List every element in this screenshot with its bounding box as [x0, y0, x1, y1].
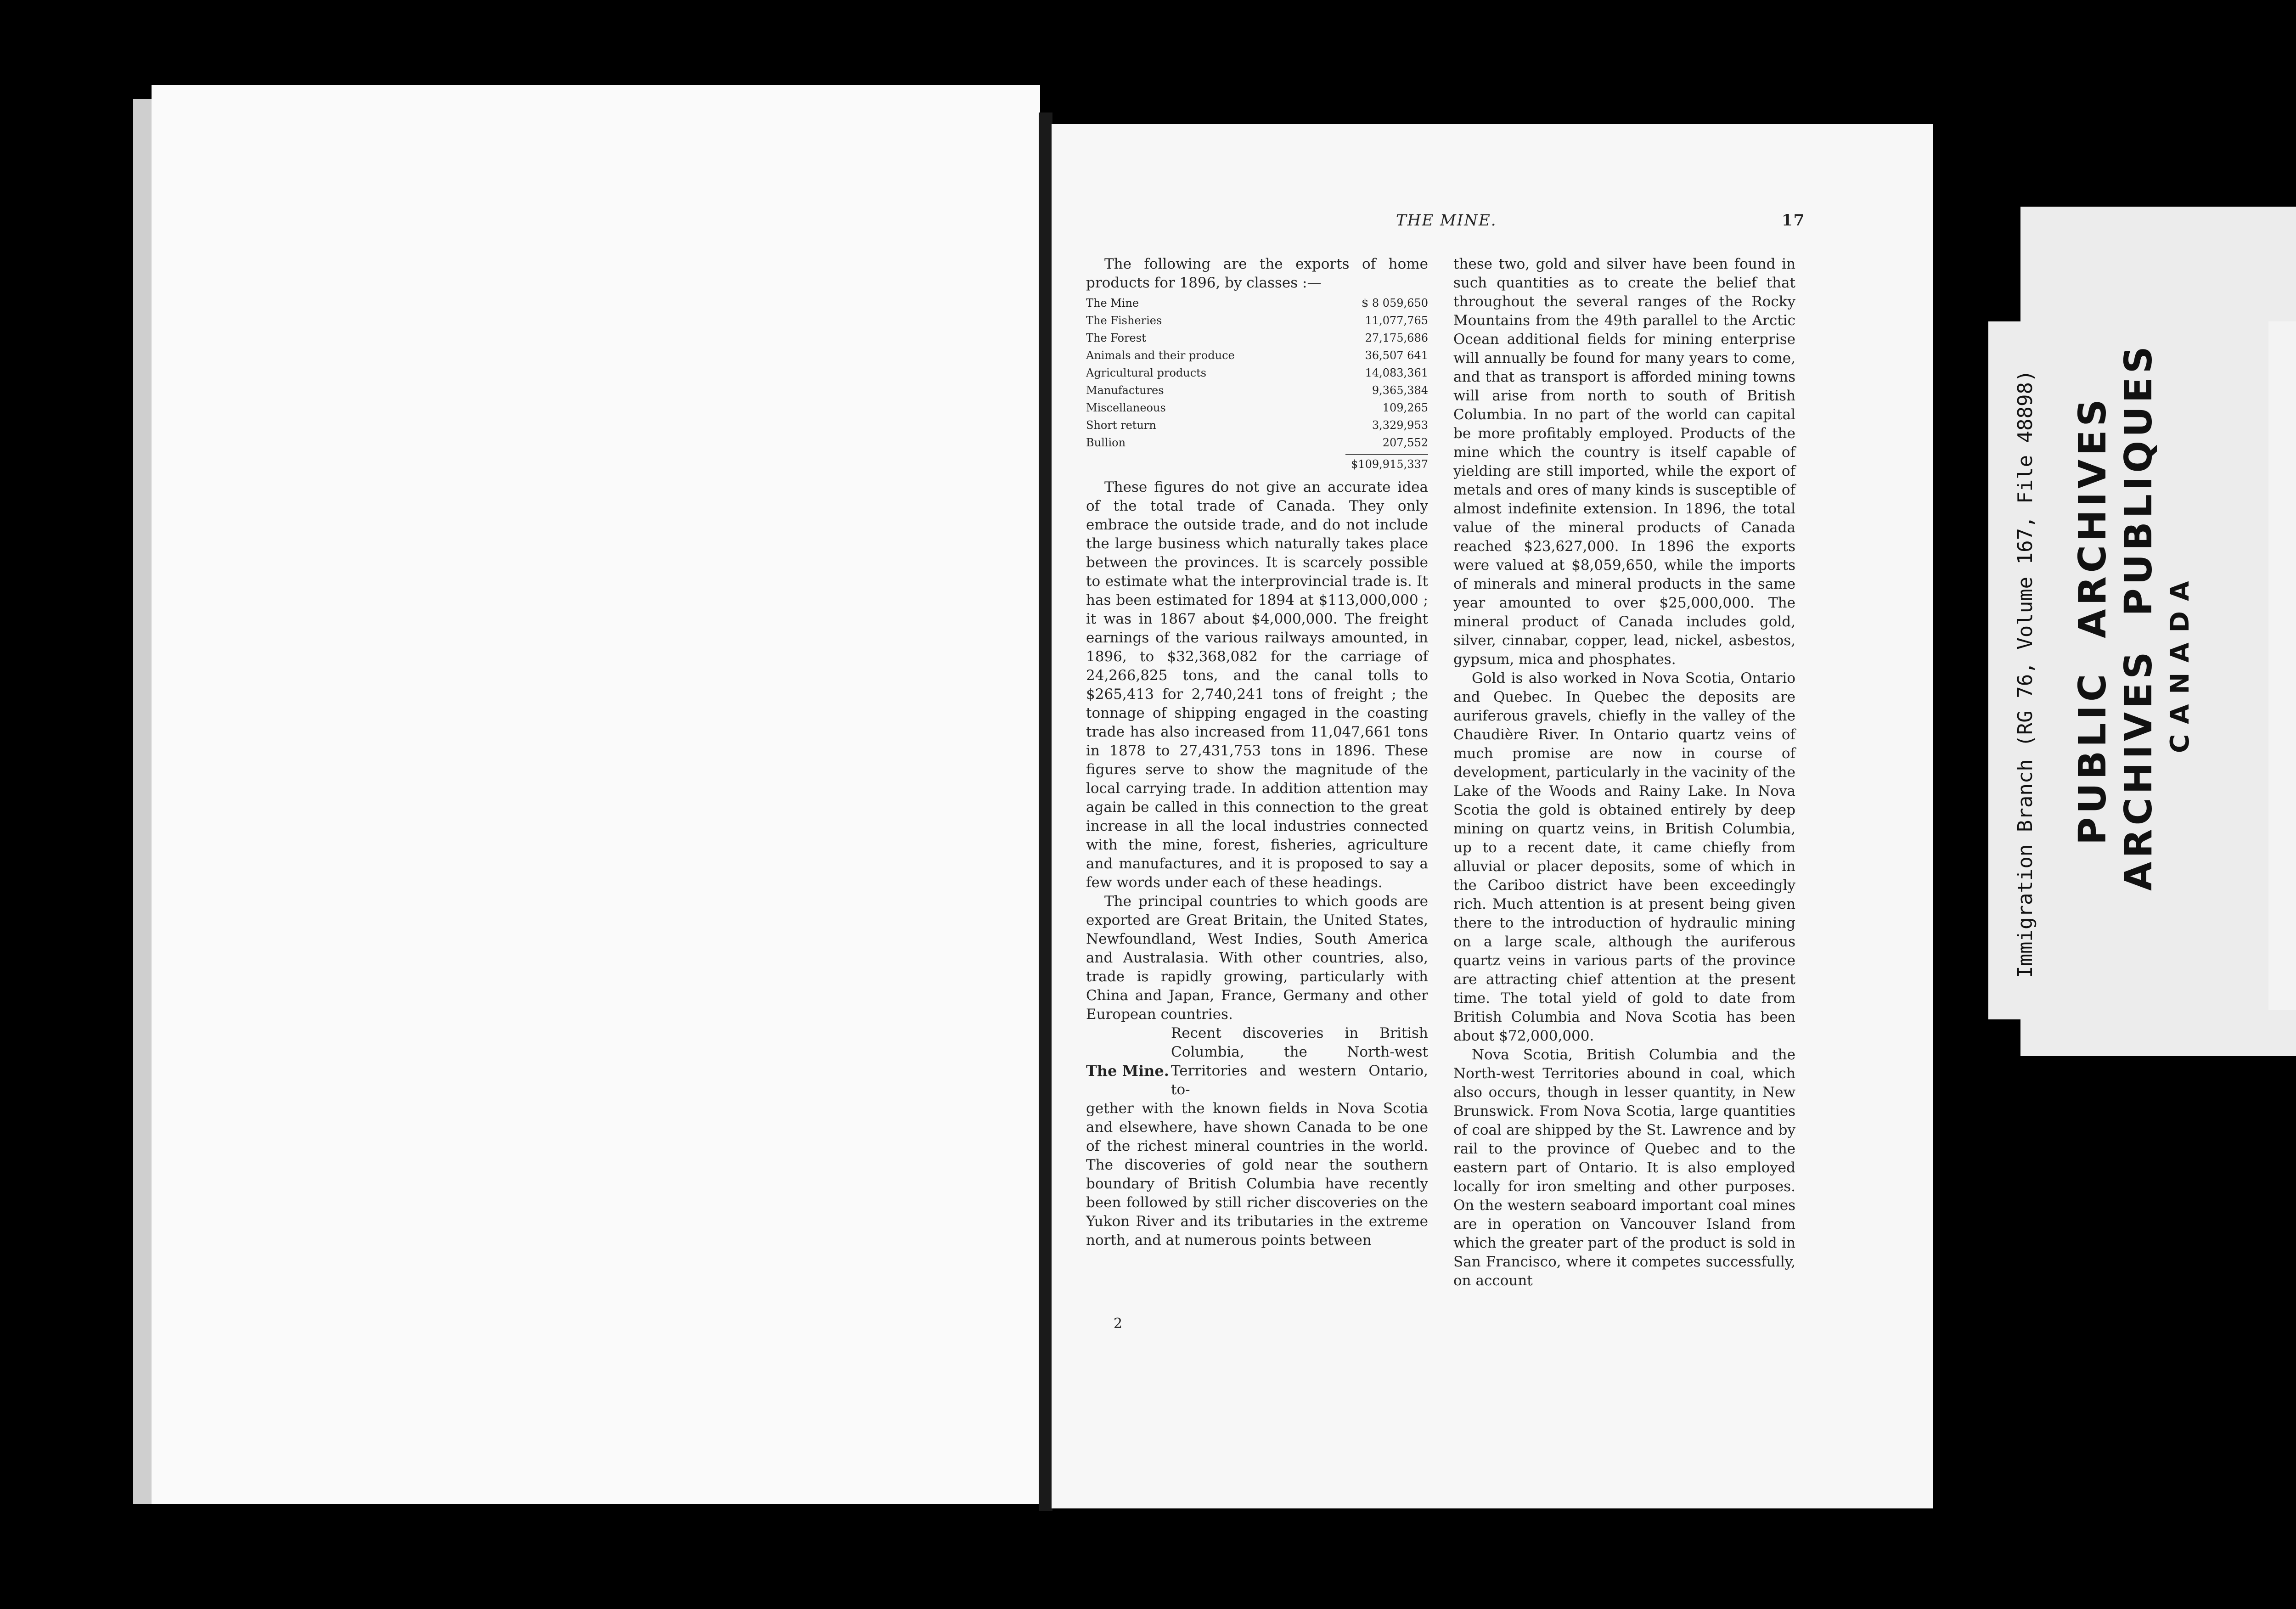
folio-mark: 2 [1114, 1316, 1123, 1332]
paragraph: these two, gold and silver have been found in such quantities as to create the belief that throughout the several ranges of the Rocky Mountains from the 49th parallel to the Arctic Ocean additional fields for mining enterprise will annually be found for many years to come, and that as transport is afforded mining towns will arise from north to south of British Columbia. In no part of the world can capital be more profitably employed. Products of the mine which the country is itself capable of yielding are still imported, while the export of metals and ores of many kinds is susceptible of almost indefinite extension. In 1896, the total value of the mineral products of Canada reached $23,627,000. In 1896 the exports were valued at $8,059,650, while the imports of minerals and mineral products in the same year amounted to over $25,000,000. The mineral product of Canada includes gold, silver, cinnabar, copper, lead, nickel, asbestos, gypsum, mica and phosphates. [1453, 256, 1795, 668]
blank-left-page [152, 85, 1040, 1504]
paragraph: Nova Scotia, British Columbia and the North-west Territories abound in coal, which also occurs, though in lesser quantity, in New Brunswick. From Nova Scotia, large quantities of coal are shipped by the St. Lawrence and by rail to the province of Quebec and to the eastern part of Ontario. It is also employed locally for iron smelting and other purposes. On the western seaboard important coal mines are in operation on Vancouver Island from which the greater part of the product is sold in San Francisco, where it competes successfully, on account [1453, 1046, 1795, 1289]
table-row: Short return 3,329,953 [1086, 419, 1428, 432]
left-text-column [1086, 255, 1428, 1250]
archive-tag-edge [2268, 321, 2296, 1010]
archive-stamp-line2: ARCHIVESPUBLIQUES [2117, 343, 2161, 891]
archive-stamp-line3: CANADA [2165, 571, 2195, 753]
side-heading: The Mine. [1086, 1062, 1169, 1080]
exports-intro: The following are the exports of home products for 1896, by classes :— [1086, 256, 1428, 291]
table-row: Manufactures 9,365,384 [1086, 384, 1428, 397]
running-head-title: THE MINE. [1396, 211, 1497, 230]
archive-stamp-line1: PUBLICARCHIVES [2071, 395, 2115, 845]
table-row: Miscellaneous 109,265 [1086, 401, 1428, 414]
the-mine-section [1086, 1024, 1428, 1250]
paragraph: The principal countries to which goods are exported are Great Britain, the United States, Newfoundland, West Indies, South America and Australasia. With other countries, also, trade is rapidly growing, particularly with China and Japan, France, Germany and other European countries. [1086, 893, 1428, 1023]
book-gutter [1039, 113, 1052, 1511]
exports-total: $109,915,337 [1345, 454, 1428, 473]
table-row: Agricultural products 14,083,361 [1086, 366, 1428, 379]
table-row: Animals and their produce 36,507 641 [1086, 349, 1428, 362]
paragraph-indented: Recent discoveries in British Columbia, the North-west Territories and western Ontario, to- [1171, 1025, 1428, 1098]
table-row: The Forest 27,175,686 [1086, 332, 1428, 344]
table-row: The Mine $ 8 059,650 [1086, 297, 1428, 309]
right-text-column [1453, 255, 1795, 1290]
file-reference: Immigration Branch (RG 76, Volume 167, File 48898) [2014, 370, 2037, 978]
paragraph: These figures do not give an accurate idea of the total trade of Canada. They only embrace the outside trade, and do not include the large business which naturally takes place between the provinces. It is scarcely possible to estimate what the interprovincial trade is. It has been estimated for 1894 at $113,000,000 ; it was in 1867 about $4,000,000. The freight earnings of the various railways amounted, in 1896, to $32,368,082 for the carriage of 24,266,825 tons, and the canal tolls to $265,413 for 2,740,241 tons of freight ; the tonnage of shipping engaged in the coasting trade has also increased from 11,047,661 tons in 1878 to 27,431,753 tons in 1896. These figures serve to show the magnitude of the local carrying trade. In addition attention may again be called in this connection to the great increase in all the local industries connected with the mine, forest, fisheries, agriculture and manufactures, and it is proposed to say a few words under each of these headings. [1086, 479, 1428, 891]
paragraph-continued: gether with the known fields in Nova Scotia and elsewhere, have shown Canada to be one of the richest mineral countries in the world. The discoveries of gold near the southern boundary of British Columbia have recently been followed by still richer discoveries on the Yukon River and its tributaries in the extreme north, and at numerous points between [1086, 1100, 1428, 1249]
table-row: Bullion 207,552 [1086, 436, 1428, 449]
table-row: The Fisheries 11,077,765 [1086, 314, 1428, 327]
exports-table [1086, 294, 1428, 451]
page-number: 17 [1782, 211, 1806, 230]
paragraph: Gold is also worked in Nova Scotia, Ontario and Quebec. In Quebec the deposits are auriferous gravels, chiefly in the valley of the Chaudière River. In Ontario quartz veins of much promise are now in course of development, particularly in the vacinity of the Lake of the Woods and Rainy Lake. In Nova Scotia the gold is obtained entirely by deep mining on quartz veins, in British Columbia, up to a recent date, it came chiefly from alluvial or placer deposits, some of which in the Cariboo district have been exceedingly rich. Much attention is at present being given there to the introduction of hydraulic mining on a large scale, although the auriferous quartz veins in various parts of the province are attracting chief attention at the present time. The total yield of gold to date from British Columbia and Nova Scotia has been about $72,000,000. [1453, 670, 1795, 1044]
